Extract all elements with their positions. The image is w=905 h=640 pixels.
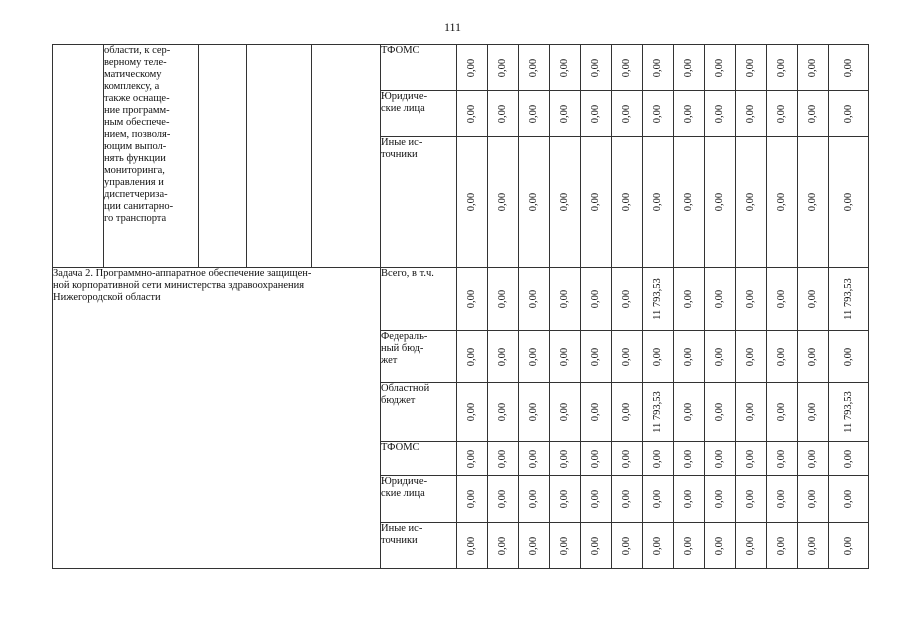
value-text: 0,00 — [745, 489, 756, 509]
value-text: 11 793,53 — [652, 278, 663, 320]
measure-description-line: нять функции — [104, 153, 166, 164]
value-cell — [767, 442, 798, 476]
value-text: 11 793,53 — [842, 278, 854, 320]
value-text: 0,00 — [842, 192, 854, 212]
value-text: 0,00 — [621, 536, 632, 555]
value-text: 0,00 — [683, 192, 694, 212]
value-cell — [550, 476, 581, 523]
value-cell — [643, 523, 674, 569]
measure-description-line: также оснаще- — [104, 93, 170, 104]
value-text: 0,00 — [745, 347, 756, 366]
value-cell — [457, 91, 488, 137]
value-text: 0,00 — [497, 449, 508, 468]
funding-source — [381, 91, 457, 137]
value-cell — [488, 91, 519, 137]
measure-description-line: комплексу, а — [104, 81, 160, 92]
value-text: 0,00 — [842, 489, 854, 509]
value-text: 0,00 — [621, 489, 632, 509]
value-text: 0,00 — [590, 347, 601, 366]
value-text: 0,00 — [776, 192, 787, 212]
funding-source-line: Юридиче- — [381, 91, 428, 102]
value-cell — [705, 442, 736, 476]
value-text: 0,00 — [776, 449, 787, 468]
value-text: 0,00 — [714, 58, 725, 77]
value-text: 0,00 — [497, 402, 508, 422]
value-cell — [736, 442, 767, 476]
funding-source-line: Иные ис- — [381, 137, 423, 148]
value-cell — [581, 523, 612, 569]
funding-source — [381, 137, 457, 268]
task-title-line: ной корпоративной сети министерства здравоохранения — [53, 280, 305, 291]
value-text: 0,00 — [528, 289, 539, 309]
value-cell — [705, 331, 736, 383]
funding-source-line: точники — [381, 149, 418, 160]
value-cell — [612, 91, 643, 137]
value-text: 0,00 — [652, 192, 663, 212]
value-cell — [736, 91, 767, 137]
value-text: 0,00 — [559, 289, 570, 309]
funding-source — [381, 442, 457, 476]
value-text: 0,00 — [590, 104, 601, 123]
value-text: 0,00 — [497, 289, 508, 309]
value-text: 0,00 — [842, 58, 854, 77]
measure-description-line: матическому — [104, 69, 162, 80]
value-text: 0,00 — [807, 449, 818, 468]
value-cell — [736, 331, 767, 383]
value-cell — [643, 331, 674, 383]
value-text: 0,00 — [683, 289, 694, 309]
funding-source-line: ТФОМС — [381, 442, 420, 453]
value-text: 0,00 — [466, 192, 477, 212]
value-cell — [519, 268, 550, 331]
value-cell — [581, 45, 612, 91]
value-text: 0,00 — [652, 489, 663, 509]
value-cell — [550, 137, 581, 268]
value-text: 0,00 — [714, 347, 725, 366]
value-text: 0,00 — [590, 289, 601, 309]
measure-description-line: ным обеспече- — [104, 117, 170, 128]
value-text: 0,00 — [683, 347, 694, 366]
funding-source-line: ские лица — [381, 103, 425, 114]
value-cell — [643, 476, 674, 523]
value-cell — [643, 91, 674, 137]
value-cell — [519, 383, 550, 442]
value-cell — [705, 137, 736, 268]
funding-source-line: Областной — [381, 383, 430, 394]
value-cell — [705, 91, 736, 137]
value-cell — [581, 331, 612, 383]
value-text: 0,00 — [745, 402, 756, 422]
value-cell — [488, 268, 519, 331]
funding-source-line: Федераль- — [381, 331, 428, 342]
value-text: 0,00 — [683, 489, 694, 509]
value-cell — [798, 476, 829, 523]
value-cell — [488, 442, 519, 476]
value-cell — [798, 45, 829, 91]
value-cell — [612, 137, 643, 268]
funding-source-line: бюджет — [381, 395, 416, 406]
value-cell — [705, 476, 736, 523]
value-cell — [643, 45, 674, 91]
value-cell — [767, 45, 798, 91]
value-text: 0,00 — [497, 347, 508, 366]
value-text: 0,00 — [807, 347, 818, 366]
value-text: 0,00 — [590, 58, 601, 77]
value-cell — [798, 383, 829, 442]
value-cell — [674, 91, 705, 137]
value-text: 0,00 — [842, 104, 854, 123]
value-text: 0,00 — [842, 347, 854, 366]
blank-cell — [199, 45, 247, 268]
value-cell — [829, 45, 869, 91]
value-cell — [550, 268, 581, 331]
value-cell — [457, 383, 488, 442]
value-cell — [736, 45, 767, 91]
task-title-line: Задача 2. Программно-аппаратное обеспечение защищен- — [53, 268, 312, 279]
value-text: 0,00 — [745, 192, 756, 212]
value-cell — [550, 383, 581, 442]
measure-description — [104, 45, 199, 268]
value-cell — [767, 476, 798, 523]
funding-source — [381, 383, 457, 442]
value-text: 0,00 — [466, 347, 477, 366]
value-cell — [798, 91, 829, 137]
measure-description-line: управления и — [104, 177, 164, 188]
funding-source-line: ские лица — [381, 488, 425, 499]
value-cell — [736, 383, 767, 442]
value-text: 0,00 — [776, 289, 787, 309]
value-text: 0,00 — [466, 402, 477, 422]
value-cell — [519, 45, 550, 91]
value-text: 0,00 — [466, 289, 477, 309]
value-text: 0,00 — [466, 536, 477, 555]
value-text: 0,00 — [683, 402, 694, 422]
blank-cell — [312, 45, 381, 268]
value-text: 0,00 — [559, 489, 570, 509]
task-title-line: Нижегородской области — [53, 292, 161, 303]
value-cell — [829, 268, 869, 331]
value-cell — [612, 268, 643, 331]
value-text: 0,00 — [466, 58, 477, 77]
value-text: 0,00 — [621, 347, 632, 366]
value-cell — [612, 383, 643, 442]
value-text: 11 793,53 — [842, 391, 854, 433]
funding-source-line: точники — [381, 535, 418, 546]
value-cell — [705, 523, 736, 569]
value-cell — [519, 91, 550, 137]
value-text: 0,00 — [776, 489, 787, 509]
value-cell — [674, 268, 705, 331]
value-text: 0,00 — [776, 536, 787, 555]
value-text: 0,00 — [590, 402, 601, 422]
blank-cell — [247, 45, 312, 268]
table-row — [53, 268, 869, 331]
funding-source — [381, 331, 457, 383]
value-cell — [829, 442, 869, 476]
value-text: 0,00 — [683, 58, 694, 77]
value-cell — [612, 476, 643, 523]
value-cell — [705, 45, 736, 91]
value-cell — [829, 383, 869, 442]
value-text: 0,00 — [559, 402, 570, 422]
table-row — [53, 45, 869, 91]
value-text: 0,00 — [842, 536, 854, 555]
value-text: 0,00 — [528, 104, 539, 123]
measure-description-line: нием, позволя- — [104, 129, 171, 140]
value-cell — [674, 331, 705, 383]
value-cell — [519, 331, 550, 383]
funding-source-line: Иные ис- — [381, 523, 423, 534]
value-cell — [674, 45, 705, 91]
value-text: 0,00 — [528, 536, 539, 555]
value-text: 11 793,53 — [652, 391, 663, 433]
value-cell — [612, 331, 643, 383]
value-text: 0,00 — [621, 402, 632, 422]
value-text: 0,00 — [807, 192, 818, 212]
value-text: 0,00 — [683, 536, 694, 555]
value-text: 0,00 — [466, 104, 477, 123]
value-cell — [581, 268, 612, 331]
value-text: 0,00 — [807, 104, 818, 123]
value-cell — [705, 268, 736, 331]
value-text: 0,00 — [528, 58, 539, 77]
value-cell — [581, 137, 612, 268]
value-cell — [767, 268, 798, 331]
value-cell — [643, 383, 674, 442]
value-cell — [457, 523, 488, 569]
value-text: 0,00 — [714, 289, 725, 309]
value-cell — [457, 476, 488, 523]
task-title — [53, 268, 381, 569]
value-text: 0,00 — [528, 449, 539, 468]
value-cell — [550, 523, 581, 569]
value-cell — [581, 476, 612, 523]
value-text: 0,00 — [842, 449, 854, 468]
value-text: 0,00 — [807, 289, 818, 309]
value-cell — [736, 268, 767, 331]
value-cell — [736, 476, 767, 523]
value-text: 0,00 — [559, 192, 570, 212]
measure-description-line: верному теле- — [104, 57, 167, 68]
value-text: 0,00 — [807, 536, 818, 555]
value-cell — [767, 331, 798, 383]
value-cell — [798, 442, 829, 476]
value-text: 0,00 — [714, 449, 725, 468]
value-text: 0,00 — [683, 449, 694, 468]
funding-source — [381, 268, 457, 331]
value-text: 0,00 — [652, 347, 663, 366]
value-text: 0,00 — [714, 104, 725, 123]
value-text: 0,00 — [497, 489, 508, 509]
value-cell — [705, 383, 736, 442]
value-cell — [767, 523, 798, 569]
value-text: 0,00 — [776, 104, 787, 123]
value-text: 0,00 — [466, 489, 477, 509]
value-text: 0,00 — [590, 449, 601, 468]
value-text: 0,00 — [497, 192, 508, 212]
value-cell — [643, 137, 674, 268]
value-text: 0,00 — [528, 347, 539, 366]
value-cell — [550, 91, 581, 137]
value-cell — [643, 442, 674, 476]
value-cell — [457, 268, 488, 331]
value-cell — [457, 45, 488, 91]
value-text: 0,00 — [528, 192, 539, 212]
measure-description-line: области, к сер- — [104, 45, 171, 56]
value-cell — [488, 45, 519, 91]
value-cell — [829, 523, 869, 569]
value-text: 0,00 — [466, 449, 477, 468]
value-cell — [457, 137, 488, 268]
value-text: 0,00 — [683, 104, 694, 123]
page-number: 111 — [443, 20, 462, 34]
value-text: 0,00 — [559, 58, 570, 77]
value-cell — [612, 523, 643, 569]
blank-cell — [53, 45, 104, 268]
value-text: 0,00 — [528, 489, 539, 509]
measure-description-line: диспетчериза- — [104, 189, 168, 200]
measure-description-line: ющим выпол- — [104, 141, 167, 152]
value-cell — [736, 137, 767, 268]
measure-description-line: мониторинга, — [104, 165, 165, 176]
value-cell — [674, 383, 705, 442]
value-text: 0,00 — [776, 402, 787, 422]
budget-table — [52, 44, 869, 569]
value-cell — [519, 476, 550, 523]
value-cell — [674, 442, 705, 476]
value-text: 0,00 — [807, 402, 818, 422]
value-cell — [519, 137, 550, 268]
value-text: 0,00 — [621, 58, 632, 77]
value-cell — [488, 137, 519, 268]
value-text: 0,00 — [652, 58, 663, 77]
value-cell — [798, 523, 829, 569]
value-cell — [581, 442, 612, 476]
value-text: 0,00 — [559, 104, 570, 123]
value-text: 0,00 — [714, 402, 725, 422]
value-cell — [519, 523, 550, 569]
funding-source-line: Всего, в т.ч. — [381, 268, 434, 279]
value-cell — [550, 331, 581, 383]
value-cell — [643, 268, 674, 331]
value-cell — [736, 523, 767, 569]
funding-source — [381, 45, 457, 91]
value-cell — [612, 45, 643, 91]
funding-source — [381, 476, 457, 523]
value-cell — [457, 442, 488, 476]
value-text: 0,00 — [745, 104, 756, 123]
value-cell — [674, 523, 705, 569]
funding-source-line: жет — [381, 355, 398, 366]
value-cell — [798, 268, 829, 331]
value-text: 0,00 — [497, 104, 508, 123]
value-cell — [829, 91, 869, 137]
value-text: 0,00 — [621, 289, 632, 309]
value-cell — [612, 442, 643, 476]
value-text: 0,00 — [807, 489, 818, 509]
value-cell — [488, 383, 519, 442]
value-text: 0,00 — [714, 536, 725, 555]
value-text: 0,00 — [807, 58, 818, 77]
measure-description-line: го транспорта — [104, 213, 167, 224]
value-text: 0,00 — [590, 192, 601, 212]
value-text: 0,00 — [745, 536, 756, 555]
value-cell — [581, 383, 612, 442]
value-cell — [767, 91, 798, 137]
value-text: 0,00 — [652, 104, 663, 123]
value-text: 0,00 — [528, 402, 539, 422]
value-text: 0,00 — [621, 192, 632, 212]
value-cell — [581, 91, 612, 137]
value-text: 0,00 — [559, 536, 570, 555]
funding-source — [381, 523, 457, 569]
value-cell — [519, 442, 550, 476]
value-text: 0,00 — [745, 449, 756, 468]
value-text: 0,00 — [621, 449, 632, 468]
value-cell — [488, 331, 519, 383]
value-text: 0,00 — [714, 192, 725, 212]
value-cell — [674, 476, 705, 523]
value-text: 0,00 — [745, 58, 756, 77]
funding-source-line: ный бюд- — [381, 343, 424, 354]
measure-description-line: ции санитарно- — [104, 201, 174, 212]
value-cell — [488, 523, 519, 569]
value-cell — [767, 137, 798, 268]
value-text: 0,00 — [497, 536, 508, 555]
value-cell — [829, 476, 869, 523]
value-text: 0,00 — [652, 536, 663, 555]
value-cell — [488, 476, 519, 523]
value-text: 0,00 — [497, 58, 508, 77]
funding-source-line: Юридиче- — [381, 476, 428, 487]
measure-description-line: ние программ- — [104, 105, 170, 116]
value-cell — [798, 331, 829, 383]
value-text: 0,00 — [590, 536, 601, 555]
value-text: 0,00 — [559, 449, 570, 468]
value-cell — [550, 442, 581, 476]
value-cell — [674, 137, 705, 268]
value-text: 0,00 — [776, 58, 787, 77]
value-text: 0,00 — [652, 449, 663, 468]
funding-source-line: ТФОМС — [381, 45, 420, 56]
value-cell — [829, 331, 869, 383]
value-text: 0,00 — [745, 289, 756, 309]
value-text: 0,00 — [621, 104, 632, 123]
value-text: 0,00 — [559, 347, 570, 366]
value-cell — [798, 137, 829, 268]
value-text: 0,00 — [590, 489, 601, 509]
value-cell — [550, 45, 581, 91]
value-cell — [767, 383, 798, 442]
value-cell — [829, 137, 869, 268]
value-text: 0,00 — [776, 347, 787, 366]
value-cell — [457, 331, 488, 383]
value-text: 0,00 — [714, 489, 725, 509]
